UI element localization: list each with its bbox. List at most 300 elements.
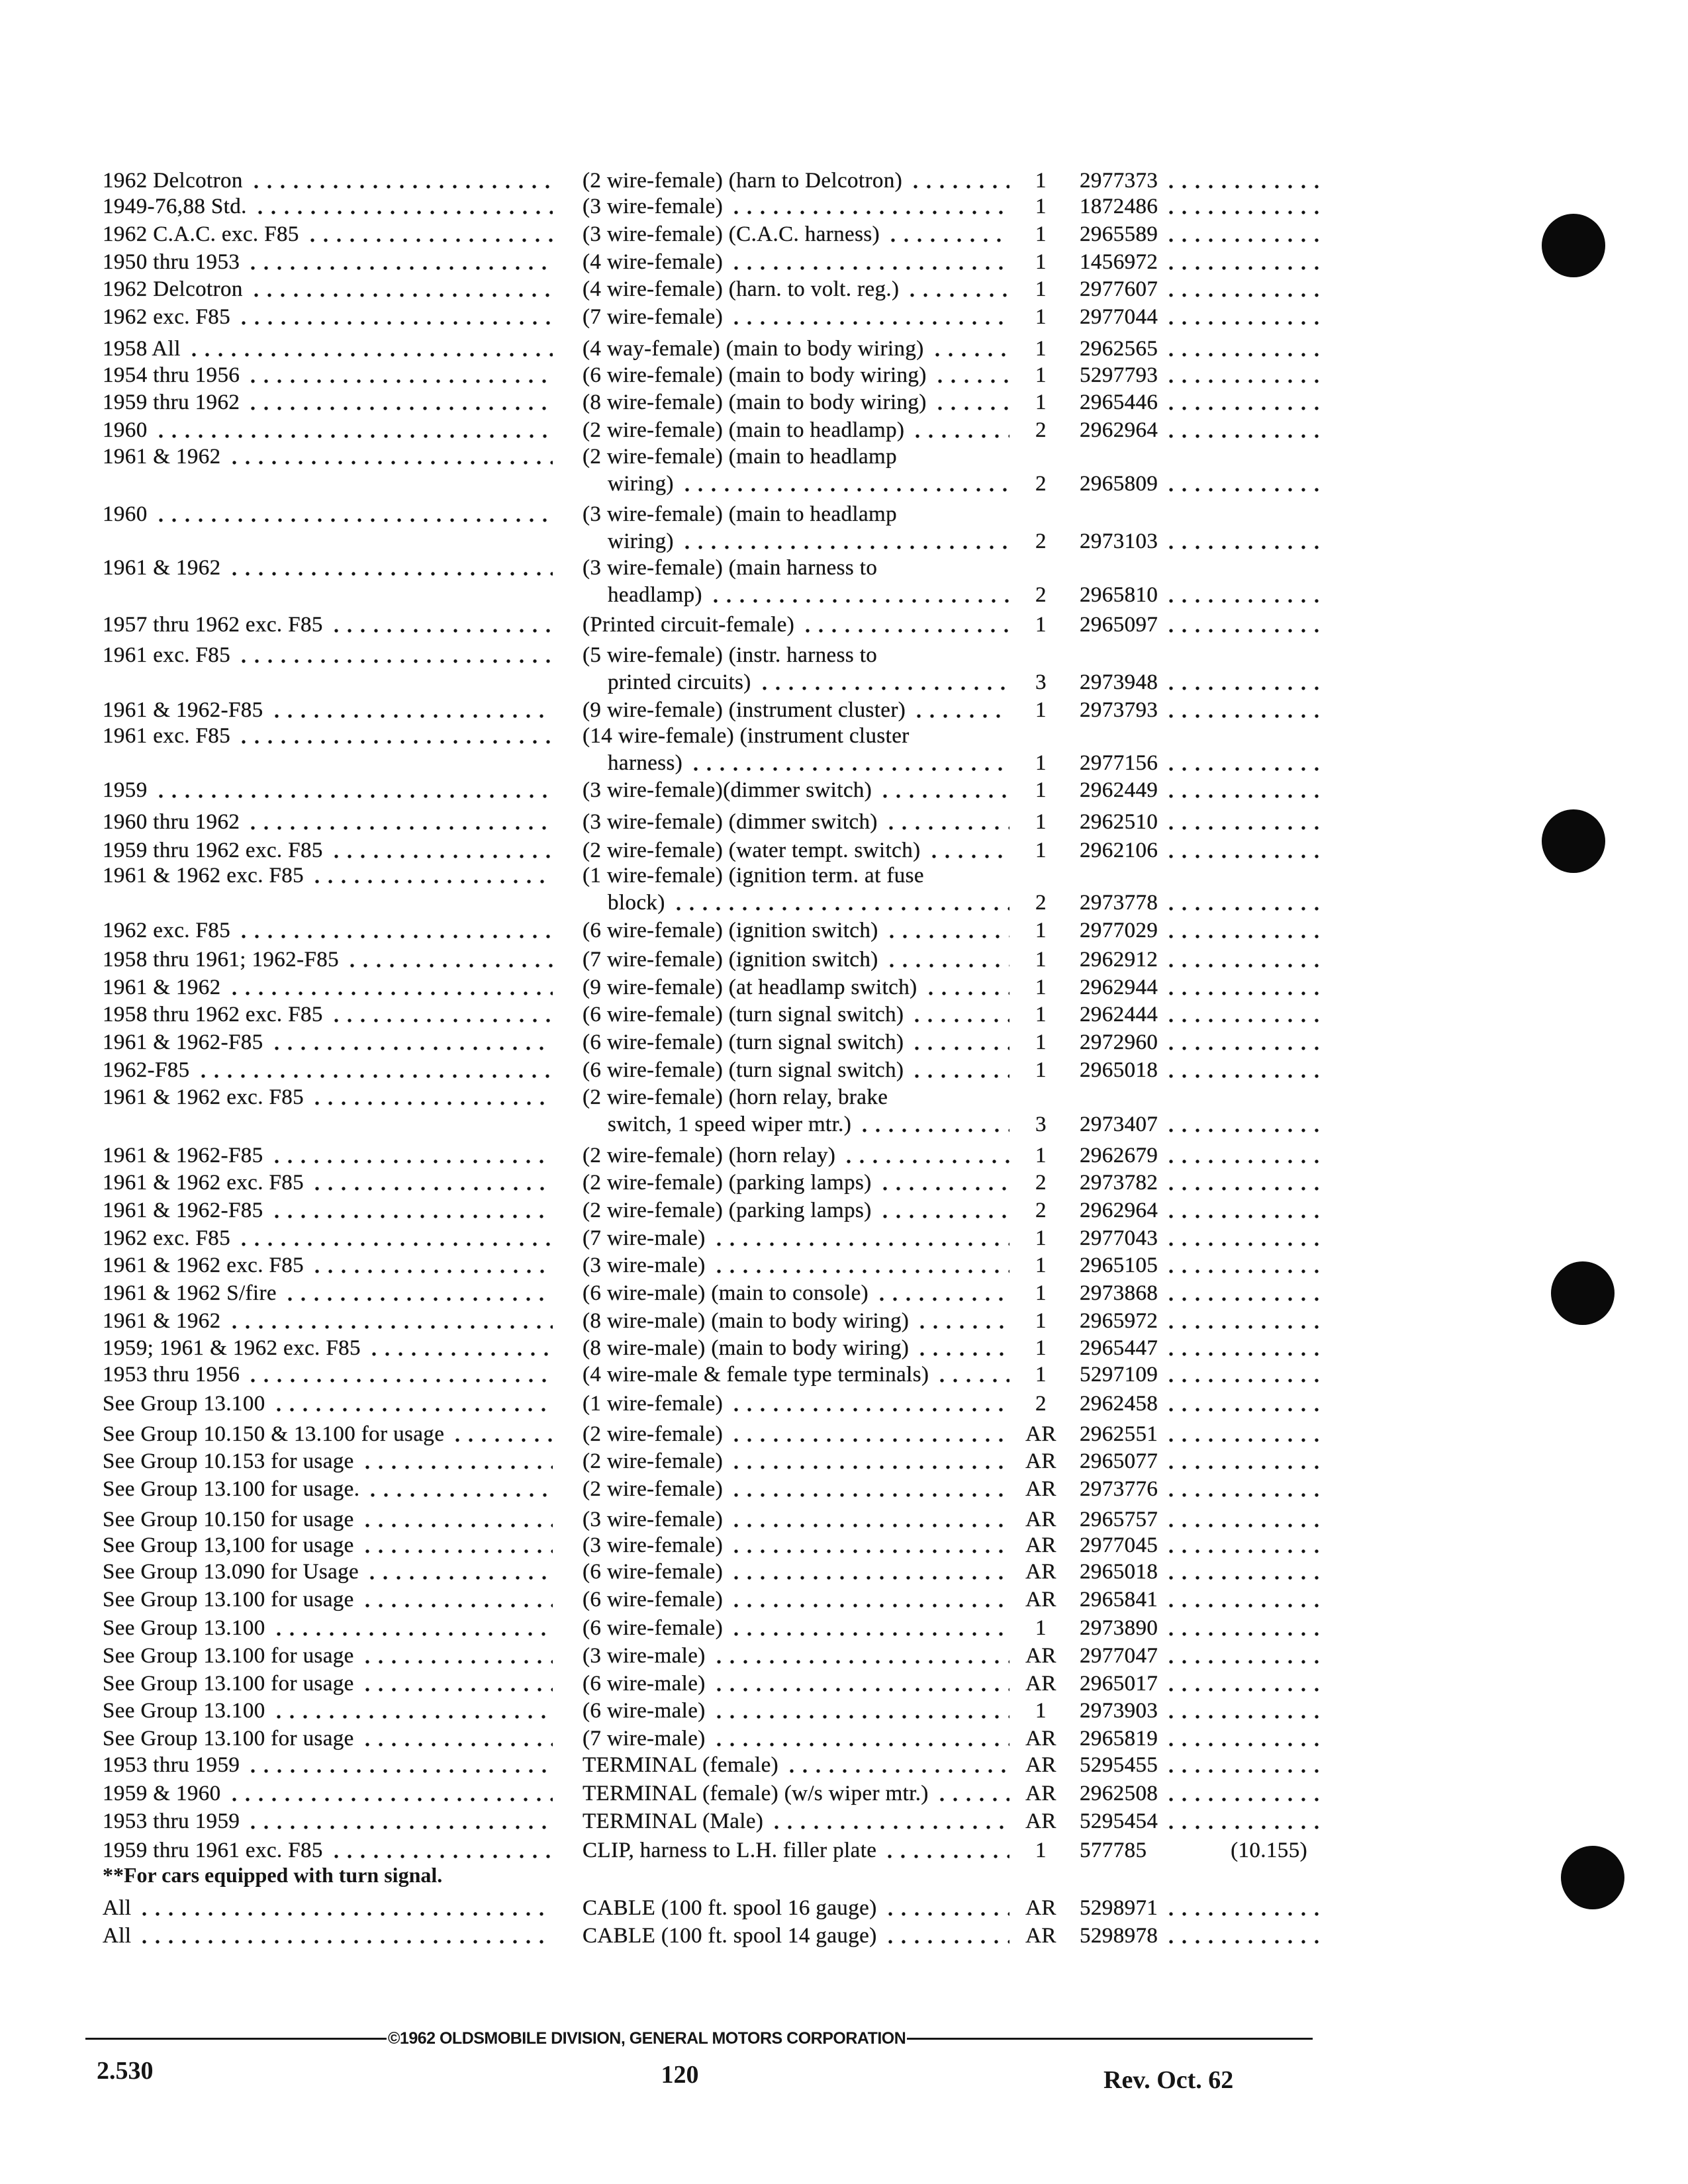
parts-row <box>0 1280 1688 1307</box>
parts-row <box>0 837 1688 864</box>
description-line <box>583 1390 1009 1418</box>
part-number: 2965097 <box>1080 613 1158 637</box>
usage-text: 1960 <box>103 418 148 442</box>
dot-leader <box>246 406 553 411</box>
dot-leader <box>154 794 553 799</box>
quantity: 1 <box>1035 1839 1047 1862</box>
quantity: 1 <box>1035 337 1047 361</box>
dot-leader <box>842 1159 1009 1164</box>
part-number: 2972960 <box>1080 1030 1158 1054</box>
quantity: 1 <box>1035 1616 1047 1640</box>
description-text: (3 wire-female) <box>583 195 724 218</box>
quantity: AR <box>1025 1672 1056 1696</box>
description-line <box>583 276 1009 303</box>
description-line <box>583 443 1009 471</box>
parts-row <box>0 1335 1688 1362</box>
usage-text: See Group 10.150 for usage <box>103 1508 354 1531</box>
part-number: 2973782 <box>1080 1171 1158 1195</box>
description-text: (3 wire-female) <box>583 1508 724 1531</box>
dot-leader <box>712 1269 1009 1274</box>
description-line <box>583 750 1009 777</box>
dot-leader <box>272 1631 553 1637</box>
parts-row <box>0 1390 1688 1418</box>
description-cell <box>583 837 1009 864</box>
parts-row <box>0 1197 1688 1224</box>
dot-leader <box>246 265 553 271</box>
dot-leader <box>933 406 1009 411</box>
part-number-cell <box>1080 167 1325 195</box>
dot-leader <box>310 1186 553 1191</box>
description-line <box>583 1057 1009 1084</box>
description-cell <box>583 1615 1009 1642</box>
dot-leader <box>1164 1297 1325 1302</box>
parts-row <box>0 1361 1688 1388</box>
quantity: 2 <box>1035 1392 1047 1416</box>
description-cell <box>583 555 1009 609</box>
part-number-cell <box>1080 1197 1325 1224</box>
dot-leader <box>858 1128 1009 1133</box>
dot-leader <box>1164 991 1325 996</box>
description-text: (4 wire-female) (harn. to volt. reg.) <box>583 277 900 301</box>
dot-leader <box>283 1297 553 1302</box>
description-text: (6 wire-female) (main to body wiring) <box>583 363 927 387</box>
parts-row <box>0 1923 1688 1950</box>
part-number: 2965447 <box>1080 1336 1158 1360</box>
dot-leader <box>228 1324 553 1330</box>
description-cell <box>583 862 1009 917</box>
dot-leader <box>884 1939 1009 1944</box>
usage-text: 1961 & 1962 S/fire <box>103 1281 277 1305</box>
part-number: 2965841 <box>1080 1588 1158 1612</box>
dot-leader <box>912 713 1009 719</box>
dot-leader <box>884 825 1009 831</box>
dot-leader <box>1164 238 1325 243</box>
quantity: 1 <box>1035 1226 1047 1250</box>
description-cell <box>583 1448 1009 1475</box>
description-cell <box>583 167 1009 195</box>
usage-cell <box>103 862 553 889</box>
description-line <box>583 1476 1009 1503</box>
usage-cell <box>103 1142 553 1169</box>
description-text: (1 wire-female) (ignition term. at fuse <box>583 864 924 887</box>
page-number: 120 <box>661 2061 699 2089</box>
usage-text: 1962 Delcotron <box>103 169 243 193</box>
footer <box>85 2025 1313 2052</box>
dot-leader <box>237 320 553 326</box>
dot-leader <box>885 963 1009 968</box>
dot-leader <box>878 794 1009 799</box>
usage-cell <box>103 1615 553 1642</box>
usage-text: 1958 thru 1962 exc. F85 <box>103 1003 323 1026</box>
description-line <box>583 777 1009 804</box>
part-number-cell <box>1080 1670 1325 1698</box>
dot-leader <box>924 991 1009 996</box>
usage-cell <box>103 221 553 248</box>
quantity: AR <box>1025 1422 1056 1446</box>
dot-leader <box>1164 1492 1325 1498</box>
part-number-cell <box>1080 362 1325 389</box>
dot-leader <box>1164 1659 1325 1664</box>
description-cell <box>583 1923 1009 1950</box>
quantity: 1 <box>1035 1144 1047 1167</box>
dot-leader <box>1164 1911 1325 1917</box>
quantity: 1 <box>1035 1363 1047 1387</box>
description-text: (3 wire-female) (C.A.C. harness) <box>583 222 880 246</box>
quantity: AR <box>1025 1896 1056 1920</box>
part-number-cell <box>1080 1057 1325 1084</box>
part-number: 1872486 <box>1080 195 1158 218</box>
parts-row <box>0 612 1688 639</box>
dot-leader <box>246 825 553 831</box>
dot-leader <box>927 854 1010 859</box>
usage-cell <box>103 837 553 864</box>
parts-row <box>0 249 1688 276</box>
part-number: 2977044 <box>1080 305 1158 329</box>
usage-cell <box>103 1895 553 1922</box>
part-number-cell <box>1080 1335 1325 1362</box>
part-number: 2973948 <box>1080 670 1158 694</box>
usage-text: 1958 thru 1961; 1962-F85 <box>103 948 340 972</box>
usage-text: 1953 thru 1959 <box>103 1753 240 1777</box>
parts-row <box>0 1448 1688 1475</box>
part-number-cell <box>1080 471 1325 498</box>
punch-hole <box>1561 1846 1624 1909</box>
description-line <box>583 862 1009 889</box>
dot-leader <box>246 1768 553 1774</box>
part-number: 2973793 <box>1080 698 1158 722</box>
usage-cell <box>103 193 553 220</box>
punch-hole <box>1551 1261 1615 1325</box>
description-line <box>583 1361 1009 1388</box>
description-line <box>583 1559 1009 1586</box>
parts-row <box>0 723 1688 775</box>
quantity: 1 <box>1035 778 1047 802</box>
quantity: 1 <box>1035 1309 1047 1333</box>
dot-leader <box>915 1324 1009 1330</box>
description-cell <box>583 276 1009 303</box>
description-line <box>583 697 1009 724</box>
usage-text: 1961 & 1962 <box>103 556 221 580</box>
part-number: 2962964 <box>1080 1199 1158 1222</box>
description-cell <box>583 1335 1009 1362</box>
description-cell <box>583 642 1009 696</box>
description-text: (6 wire-female) (ignition switch) <box>583 919 878 942</box>
description-line <box>583 1923 1009 1950</box>
description-line <box>583 917 1009 944</box>
usage-text: 1961 & 1962-F85 <box>103 1144 263 1167</box>
description-text: (6 wire-female) (turn signal switch) <box>583 1003 904 1026</box>
description-text: (2 wire-female) (parking lamps) <box>583 1199 872 1222</box>
part-number: 2965018 <box>1080 1058 1158 1082</box>
dot-leader <box>1164 934 1325 939</box>
dot-leader <box>228 991 553 996</box>
description-line <box>583 501 1009 528</box>
usage-text: All <box>103 1896 132 1920</box>
dot-leader <box>729 1465 1009 1470</box>
description-line <box>583 612 1009 639</box>
usage-text: 1961 & 1962 exc. F85 <box>103 1085 305 1109</box>
quantity: 1 <box>1035 250 1047 274</box>
usage-text: See Group 13.100 <box>103 1616 265 1640</box>
usage-text: 1962 exc. F85 <box>103 919 231 942</box>
description-cell <box>583 723 1009 777</box>
description-line <box>583 1725 1009 1752</box>
dot-leader <box>729 210 1009 215</box>
parts-row <box>0 946 1688 974</box>
usage-cell <box>103 362 553 389</box>
usage-cell <box>103 1586 553 1614</box>
dot-leader <box>709 598 1009 604</box>
description-line <box>583 221 1009 248</box>
dot-leader <box>1164 406 1325 411</box>
dot-leader <box>1164 713 1325 719</box>
parts-row <box>0 1001 1688 1028</box>
description-line <box>583 723 1009 750</box>
description-text: TERMINAL (Male) <box>583 1809 764 1833</box>
description-cell <box>583 1808 1009 1835</box>
description-text: (9 wire-female) (instrument cluster) <box>583 698 906 722</box>
quantity: 1 <box>1035 751 1047 775</box>
part-number-cell <box>1080 946 1325 974</box>
part-number-cell <box>1080 974 1325 1001</box>
parts-row <box>0 1252 1688 1279</box>
dot-leader <box>729 1549 1009 1554</box>
description-cell <box>583 1698 1009 1725</box>
usage-text: 1961 & 1962-F85 <box>103 1030 263 1054</box>
quantity: AR <box>1025 1782 1056 1805</box>
description-line <box>583 669 1009 696</box>
description-text: TERMINAL (female) (w/s wiper mtr.) <box>583 1782 929 1805</box>
dot-leader <box>310 1269 553 1274</box>
description-line <box>583 1643 1009 1670</box>
description-text: (6 wire-female) (turn signal switch) <box>583 1030 904 1054</box>
dot-leader <box>1164 1437 1325 1443</box>
parts-row <box>0 1225 1688 1252</box>
dot-leader <box>365 1575 553 1580</box>
dot-leader <box>1164 1939 1325 1944</box>
usage-text: 1961 & 1962 <box>103 445 221 469</box>
part-number-cell <box>1080 750 1325 777</box>
dot-leader <box>1164 1523 1325 1528</box>
quantity: AR <box>1025 1753 1056 1777</box>
dot-leader <box>878 1214 1009 1219</box>
description-line <box>583 582 1009 609</box>
dot-leader <box>680 545 1009 550</box>
usage-text: See Group 13.090 for Usage <box>103 1560 359 1584</box>
description-cell <box>583 1029 1009 1056</box>
description-text: (2 wire-female) (horn relay, brake <box>583 1085 888 1109</box>
description-line <box>583 1335 1009 1362</box>
usage-cell <box>103 1001 553 1028</box>
usage-text: 1961 & 1962 exc. F85 <box>103 1171 305 1195</box>
dot-leader <box>770 1825 1009 1830</box>
description-text: CABLE (100 ft. spool 16 gauge) <box>583 1896 877 1920</box>
parts-row <box>0 642 1688 694</box>
quantity: 1 <box>1035 1253 1047 1277</box>
dot-leader <box>1164 686 1325 691</box>
punch-hole <box>1542 214 1605 277</box>
dot-leader <box>366 1492 553 1498</box>
quantity: AR <box>1025 1644 1056 1668</box>
part-number-cell <box>1080 917 1325 944</box>
quantity: 2 <box>1035 472 1047 496</box>
dot-leader <box>911 433 1009 439</box>
usage-text: See Group 10.150 & 13.100 for usage <box>103 1422 445 1446</box>
description-text: (6 wire-male) <box>583 1672 706 1696</box>
quantity: 1 <box>1035 919 1047 942</box>
part-number: 2977043 <box>1080 1226 1158 1250</box>
part-number-cell <box>1080 249 1325 276</box>
description-text: (6 wire-female) <box>583 1616 724 1640</box>
dot-leader <box>1164 545 1325 550</box>
description-line <box>583 1197 1009 1224</box>
description-cell <box>583 249 1009 276</box>
description-text: (7 wire-female) <box>583 305 724 329</box>
description-text: (8 wire-female) (main to body wiring) <box>583 390 927 414</box>
dot-leader <box>1164 1687 1325 1692</box>
part-number: 2962458 <box>1080 1392 1158 1416</box>
dot-leader <box>1164 1714 1325 1719</box>
description-text: (2 wire-female) (harn to Delcotron) <box>583 169 903 193</box>
description-text: (7 wire-female) (ignition switch) <box>583 948 878 972</box>
usage-cell <box>103 1923 553 1950</box>
description-text: headlamp) <box>608 583 702 607</box>
part-number-cell <box>1080 304 1325 331</box>
description-cell <box>583 1752 1009 1779</box>
usage-cell <box>103 946 553 974</box>
parts-row <box>0 276 1688 303</box>
description-line <box>583 889 1009 917</box>
dot-leader <box>935 1797 1009 1802</box>
description-cell <box>583 612 1009 639</box>
usage-cell <box>103 1448 553 1475</box>
part-number: 2962964 <box>1080 418 1158 442</box>
quantity: AR <box>1025 1588 1056 1612</box>
quantity: AR <box>1025 1449 1056 1473</box>
description-line <box>583 642 1009 669</box>
dot-leader <box>712 1714 1009 1719</box>
quantity: 1 <box>1035 976 1047 999</box>
description-text: CABLE (100 ft. spool 14 gauge) <box>583 1924 877 1948</box>
dot-leader <box>1164 1242 1325 1247</box>
parts-row <box>0 1476 1688 1503</box>
description-cell <box>583 1361 1009 1388</box>
description-line <box>583 249 1009 276</box>
dot-leader <box>1164 1269 1325 1274</box>
part-number: 2962944 <box>1080 976 1158 999</box>
description-cell <box>583 1725 1009 1752</box>
dot-leader <box>1164 766 1325 772</box>
part-number-cell <box>1080 669 1325 696</box>
description-line <box>583 1084 1009 1111</box>
description-text: (3 wire-female) (dimmer switch) <box>583 810 878 834</box>
usage-text: 1959 & 1960 <box>103 1782 221 1805</box>
description-cell <box>583 193 1009 220</box>
dot-leader <box>1164 598 1325 604</box>
part-number-cell <box>1080 1111 1325 1138</box>
usage-text: 1958 All <box>103 337 181 361</box>
dot-leader <box>910 1018 1009 1023</box>
part-number-cell <box>1080 1643 1325 1670</box>
dot-leader <box>712 1242 1009 1247</box>
part-number: 5295455 <box>1080 1753 1158 1777</box>
part-number-cell <box>1080 1252 1325 1279</box>
part-number: 5297109 <box>1080 1363 1158 1387</box>
description-cell <box>583 501 1009 555</box>
description-line <box>583 193 1009 220</box>
parts-row <box>0 1752 1688 1779</box>
usage-text: 1953 thru 1956 <box>103 1363 240 1387</box>
part-number-cell <box>1080 1725 1325 1752</box>
description-cell <box>583 1895 1009 1922</box>
part-number-cell <box>1080 1390 1325 1418</box>
dot-leader <box>801 628 1009 633</box>
part-number-cell <box>1080 528 1325 555</box>
description-text: (3 wire-male) <box>583 1253 706 1277</box>
usage-text: See Group 10.153 for usage <box>103 1449 354 1473</box>
part-number-cell <box>1080 1615 1325 1642</box>
description-text: (Printed circuit-female) <box>583 613 795 637</box>
description-cell <box>583 777 1009 804</box>
part-number: 2965810 <box>1080 583 1158 607</box>
parts-row <box>0 1837 1688 1864</box>
dot-leader <box>931 352 1009 357</box>
part-number: 2973776 <box>1080 1477 1158 1501</box>
dot-leader <box>270 1159 553 1164</box>
part-number-cell <box>1080 1559 1325 1586</box>
part-number-cell <box>1080 1421 1325 1448</box>
dot-leader <box>729 320 1009 326</box>
usage-text: 1950 thru 1953 <box>103 250 240 274</box>
part-number-cell <box>1080 1029 1325 1056</box>
dot-leader <box>1164 906 1325 911</box>
part-number: 5295454 <box>1080 1809 1158 1833</box>
part-number-cell <box>1080 1225 1325 1252</box>
usage-cell <box>103 1169 553 1197</box>
parts-row <box>0 1559 1688 1586</box>
dot-leader <box>1164 1018 1325 1023</box>
usage-cell <box>103 304 553 331</box>
description-text: (1 wire-female) <box>583 1392 724 1416</box>
quantity: 1 <box>1035 363 1047 387</box>
dot-leader <box>729 1407 1009 1412</box>
part-number-cell <box>1080 837 1325 864</box>
part-number: 2973778 <box>1080 891 1158 915</box>
dot-leader <box>237 659 553 664</box>
usage-text: 1961 & 1962 <box>103 1309 221 1333</box>
usage-cell <box>103 1532 553 1559</box>
description-text: (6 wire-male) <box>583 1699 706 1723</box>
dot-leader <box>933 379 1009 384</box>
description-cell <box>583 946 1009 974</box>
dot-leader <box>1164 628 1325 633</box>
dot-leader <box>361 1687 553 1692</box>
dot-leader <box>1164 1214 1325 1219</box>
dot-leader <box>878 1186 1009 1191</box>
description-line <box>583 471 1009 498</box>
description-cell <box>583 697 1009 724</box>
part-number: 2962106 <box>1080 839 1158 862</box>
part-number: 2965077 <box>1080 1449 1158 1473</box>
parts-row <box>0 1506 1688 1533</box>
dot-leader <box>246 379 553 384</box>
dot-leader <box>712 1742 1009 1747</box>
description-text: switch, 1 speed wiper mtr.) <box>608 1113 852 1136</box>
quantity: 2 <box>1035 1199 1047 1222</box>
quantity: 1 <box>1035 698 1047 722</box>
description-text: (7 wire-male) <box>583 1226 706 1250</box>
dot-leader <box>1164 320 1325 326</box>
